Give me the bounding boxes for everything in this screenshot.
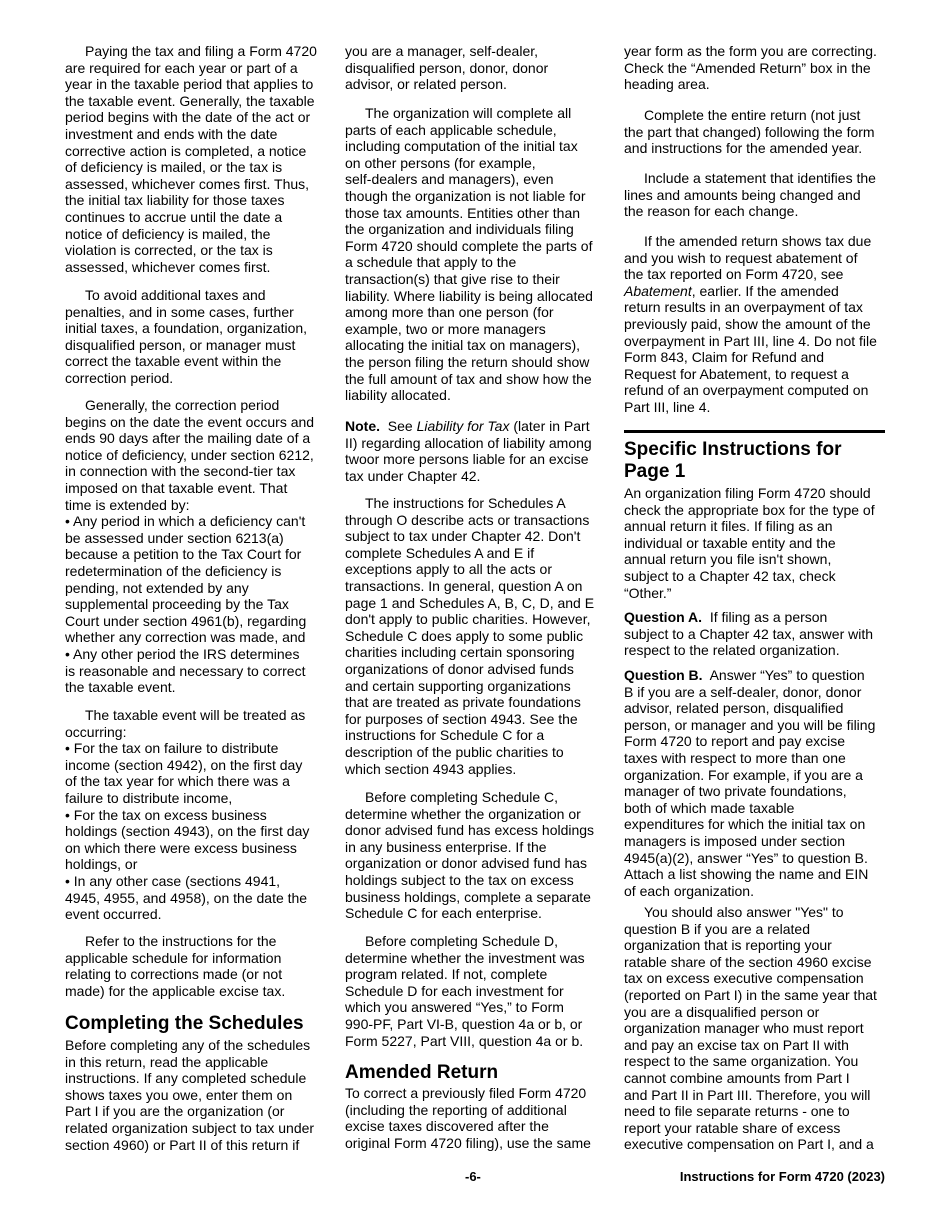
text-line: subject to a Chapter 42 tax, check xyxy=(624,567,836,584)
text-line: managers is imposed under section xyxy=(624,832,846,849)
text-line: disqualified person, or manager must xyxy=(65,336,296,353)
text-line: the tax reported on Form 4720, see xyxy=(624,266,844,283)
text-line: annual return you file isn't shown, xyxy=(624,551,832,568)
paragraph-refer-instructions xyxy=(65,933,327,999)
text-line: the initial tax liability for those taxes xyxy=(65,192,285,209)
text-line: the person filing the return should show xyxy=(345,353,590,370)
text-line: don't apply to public charities. However, xyxy=(345,611,591,628)
heading-completing-schedules: Completing the Schedules xyxy=(65,1013,304,1034)
run-in-heading: Question B. xyxy=(624,667,703,683)
text-line: on which there were excess business xyxy=(65,839,297,856)
text-line: Paying the tax and filing a Form 4720 xyxy=(85,43,317,59)
text-line: and certain supporting organizations xyxy=(345,677,571,694)
text-line: a schedule that apply to the xyxy=(345,254,517,271)
text-line: holdings (section 4943), on the first day xyxy=(65,823,310,840)
text-line: heading area. xyxy=(624,76,710,93)
text-line: respect to the same organization. You xyxy=(624,1053,859,1070)
text-segment: If filing as a person xyxy=(702,609,828,625)
text-line: original Form 4720 filing), use the same xyxy=(345,1134,591,1151)
text-line: check the appropriate box for the type of xyxy=(624,501,875,518)
section-divider xyxy=(624,430,885,433)
text-line: transaction(s) that give rise to their xyxy=(345,270,560,287)
text-line: penalties, and in some cases, further xyxy=(65,303,294,320)
text-line: correct the taxable event within the xyxy=(65,353,282,370)
note-liability xyxy=(345,418,607,484)
text-line: The taxable event will be treated as xyxy=(85,707,306,723)
text-line: expenditures for which the initial tax on xyxy=(624,816,866,833)
text-line: Before completing Schedule D, xyxy=(365,933,558,949)
text-line: Form 5227, Part VIII, question 4a or b. xyxy=(345,1032,584,1049)
text-line: pending, not extended by any xyxy=(65,579,249,596)
text-line: Form 4720 to report and pay excise xyxy=(624,733,846,750)
text-segment: , earlier. If the amended xyxy=(691,282,839,299)
text-line: • For the tax on failure to distribute xyxy=(65,740,279,757)
text-line: of each organization. xyxy=(624,882,754,899)
text-line: Refer to the instructions for the xyxy=(85,933,277,949)
text-line: section 4960) or Part II of this return if xyxy=(65,1136,300,1153)
text-line: in any business enterprise. If the xyxy=(345,838,547,855)
text-line: 990-PF, Part VI-B, question 4a or b, or xyxy=(345,1015,583,1032)
text-line: correction period. xyxy=(65,369,174,386)
text-line: investment and ends with the date xyxy=(65,125,278,142)
paragraph-amended-continued xyxy=(624,43,888,93)
text-line: Court under section 4961(b), regarding xyxy=(65,612,307,629)
text-line: imposed on that taxable event. That xyxy=(65,479,288,496)
text-segment: (later in Part xyxy=(509,418,590,434)
text-line: (including the reporting of additional xyxy=(345,1101,567,1118)
text-line: (reported on Part I) in the same year that xyxy=(624,986,877,1003)
text-segment: Answer “Yes” to question xyxy=(702,667,865,683)
paragraph-avoid-additional-taxes xyxy=(65,287,327,387)
text-line: that are treated as private foundations xyxy=(345,694,581,711)
text-line: those tax amounts. Entities other than xyxy=(345,204,581,221)
text-line: taxes with respect to more than one xyxy=(624,749,846,766)
text-line: business holdings, complete a separate xyxy=(345,888,591,905)
text-line: year in the taxable period that applies to xyxy=(65,76,314,93)
text-line: lines and amounts being changed and xyxy=(624,186,861,203)
text-line: respect to the related organization. xyxy=(624,642,840,659)
text-line: through O describe acts or transactions xyxy=(345,511,590,528)
text-line: • For the tax on excess business xyxy=(65,806,267,823)
text-line: advisor, or related person. xyxy=(345,76,507,93)
text-line: occurring: xyxy=(65,723,127,740)
text-line: organization or donor advised fund has xyxy=(345,855,588,872)
text-line: and you wish to request abatement of xyxy=(624,249,858,266)
text-line: program related. If not, complete xyxy=(345,966,548,983)
italic-reference: Liability for Tax xyxy=(416,418,510,434)
text-line: Part I if you are the organization (or xyxy=(65,1103,285,1120)
text-line: which you answered “Yes,” to Form xyxy=(345,999,564,1016)
text-line: An organization filing Form 4720 should xyxy=(624,485,871,501)
text-line: and pay an excise tax on Part II with xyxy=(624,1036,849,1053)
text-line: 4945, 4955, and 4958), on the date the xyxy=(65,889,308,906)
text-line: in this return, read the applicable xyxy=(65,1053,269,1070)
paragraph-abatement xyxy=(624,233,888,416)
text-line: example, two or more managers xyxy=(345,320,546,337)
text-line: Generally, the correction period xyxy=(85,397,280,413)
text-line: event occurred. xyxy=(65,906,162,923)
text-line: and Part II in Part III. Therefore, you will xyxy=(624,1086,871,1103)
text-line xyxy=(624,283,888,300)
text-line: II) regarding allocation of liability among xyxy=(345,434,592,451)
text-line: Request for Abatement, to request a xyxy=(624,365,849,382)
text-line xyxy=(345,418,607,435)
text-line: B if you are a self-dealer, donor, donor xyxy=(624,683,862,700)
text-line: continues to accrue until the date a xyxy=(65,208,283,225)
text-line: Form 843, Claim for Refund and xyxy=(624,349,824,366)
text-line: To correct a previously filed Form 4720 xyxy=(345,1085,587,1101)
text-line: You should also answer "Yes" to xyxy=(644,904,844,920)
text-line: twoor more persons liable for an excise xyxy=(345,451,589,468)
text-line: transactions. In general, question A on xyxy=(345,577,583,594)
text-line: supplemental proceeding by the Tax xyxy=(65,596,289,613)
text-line: report your ratable share of excess xyxy=(624,1119,841,1136)
text-line: initial taxes, a foundation, organization, xyxy=(65,320,308,337)
text-line: excise taxes discovered after the xyxy=(345,1118,549,1135)
text-line: because a petition to the Tax Court for xyxy=(65,546,302,563)
text-line: be assessed under section 6213(a) xyxy=(65,529,284,546)
text-line: description of the public charities to xyxy=(345,743,564,760)
heading-amended-return: Amended Return xyxy=(345,1062,499,1083)
paragraph-schedules-a-through-o xyxy=(345,495,607,777)
text-line: the part that changed) following the form xyxy=(624,123,875,140)
text-line: is reasonable and necessary to correct xyxy=(65,662,306,679)
text-line: made) for the applicable excise tax. xyxy=(65,982,286,999)
text-line: refund of an overpayment computed on xyxy=(624,382,869,399)
text-line: relating to corrections made (or not xyxy=(65,966,283,983)
text-line: Attach a list showing the name and EIN xyxy=(624,866,869,883)
paragraph-answer-yes-related xyxy=(624,904,888,1153)
text-line: charities including certain sponsoring xyxy=(345,644,575,661)
text-line: notice of deficiency, under section 6212, xyxy=(65,446,314,463)
text-line: you are a disqualified person or xyxy=(624,1003,820,1020)
text-line: corrective action is completed, a notice xyxy=(65,142,307,159)
text-line: related organization subject to tax under xyxy=(65,1119,315,1136)
text-line: disqualified person, donor, donor xyxy=(345,59,549,76)
text-line: organization that is reporting your xyxy=(624,937,832,954)
text-line: instructions for Schedule C for a xyxy=(345,727,545,744)
paragraph-schedule-c xyxy=(345,789,607,922)
text-line: of the tax year for which there was a xyxy=(65,773,290,790)
form-title-footer: Instructions for Form 4720 (2023) xyxy=(679,1169,885,1184)
text-line: question B if you are a related xyxy=(624,920,811,937)
run-in-heading: Question A. xyxy=(624,609,703,625)
text-line: allocating the initial tax on managers), xyxy=(345,337,581,354)
text-line: notice of deficiency is mailed, the xyxy=(65,225,271,242)
text-line: of deficiency is mailed, or the tax is xyxy=(65,159,283,176)
text-line: Complete the entire return (not just xyxy=(644,107,861,123)
text-line: • Any other period the IRS determines xyxy=(65,645,300,662)
text-line: • Any period in which a deficiency can't xyxy=(65,513,306,530)
text-line: the organization and individuals filing xyxy=(345,221,574,238)
text-line: need to file separate returns - one to xyxy=(624,1103,850,1120)
paragraph-question-b xyxy=(624,667,888,899)
text-line: on other persons (for example, xyxy=(345,154,536,171)
paragraph-amended-correct xyxy=(345,1085,607,1151)
text-line: Schedule D for each investment for xyxy=(345,982,564,999)
text-line: advisor, related person, disqualified xyxy=(624,700,844,717)
text-line: the taxable event. xyxy=(65,679,176,696)
text-line: If the amended return shows tax due xyxy=(644,233,872,249)
text-line: begins on the date the event occurs and xyxy=(65,413,315,430)
heading-line: Specific Instructions for xyxy=(624,439,842,460)
text-line: subject to a Chapter 42 tax, answer with xyxy=(624,625,874,642)
text-line: though the organization is not liable for xyxy=(345,187,586,204)
text-line: organizations of donor advised funds xyxy=(345,660,574,677)
text-line: shows taxes you owe, enter them on xyxy=(65,1086,293,1103)
paragraph-schedule-d xyxy=(345,933,607,1049)
text-line: exceptions apply to all the acts or xyxy=(345,561,553,578)
text-line: • In any other case (sections 4941, xyxy=(65,872,281,889)
heading-specific-instructions xyxy=(624,439,888,483)
text-line: are required for each year or part of a xyxy=(65,59,298,76)
text-line: executive compensation on Part I, and a xyxy=(624,1136,874,1153)
text-line: which section 4943 applies. xyxy=(345,760,517,777)
paragraph-organization-filing xyxy=(624,485,888,601)
text-line: Schedule C for each enterprise. xyxy=(345,905,542,922)
text-line: The instructions for Schedules A xyxy=(365,495,566,511)
text-line: tax under Chapter 42. xyxy=(345,467,481,484)
text-line: previously paid, show the amount of the xyxy=(624,315,871,332)
text-line: tax on excess executive compensation xyxy=(624,970,864,987)
text-line: Before completing any of the schedules xyxy=(65,1037,311,1053)
text-line: the taxable event. Generally, the taxable xyxy=(65,92,315,109)
paragraph-complete-entire-return xyxy=(624,107,888,157)
text-line: overpayment in Part III, line 4. Do not file xyxy=(624,332,877,349)
text-line: individual or taxable entity and the xyxy=(624,534,836,551)
text-line: determine whether the investment was xyxy=(345,949,585,966)
text-line: including computation of the initial tax xyxy=(345,138,578,155)
paragraph-taxable-period xyxy=(65,43,327,275)
page-number: -6- xyxy=(465,1169,481,1184)
text-line xyxy=(624,609,888,626)
paragraph-taxable-event-occurring xyxy=(65,707,327,923)
paragraph-include-statement xyxy=(624,170,888,220)
text-line: income (section 4942), on the first day xyxy=(65,756,303,773)
text-line: instructions. If any completed schedule xyxy=(65,1070,307,1087)
text-line: time is extended by: xyxy=(65,496,190,513)
text-line: organization manager who must report xyxy=(624,1020,864,1037)
text-line: assessed, whichever comes first. xyxy=(65,258,271,275)
text-line: redetermination of the deficiency is xyxy=(65,562,282,579)
text-line: manager of two private foundations, xyxy=(624,783,847,800)
text-line: holdings, or xyxy=(65,856,138,873)
text-line: applicable schedule for information xyxy=(65,949,282,966)
paragraph-organization-complete xyxy=(345,105,607,404)
text-line: liability allocated. xyxy=(345,387,451,404)
text-line: holdings subject to the tax on excess xyxy=(345,871,574,888)
text-line: return results in an overpayment of tax xyxy=(624,299,863,316)
text-line: whether any correction was made, and xyxy=(65,629,306,646)
text-line: liability. Where liability is being allocated xyxy=(345,287,593,304)
text-line: To avoid additional taxes and xyxy=(85,287,266,303)
text-line: complete Schedules A and E if xyxy=(345,544,535,561)
text-line: ends 90 days after the mailing date of a xyxy=(65,430,311,447)
text-line: both of which made taxable xyxy=(624,799,795,816)
text-line: Part III, line 4. xyxy=(624,398,711,415)
text-line: Form 4720 should complete the parts of xyxy=(345,237,593,254)
run-in-heading: Note. xyxy=(345,418,380,434)
text-line: and instructions for the amended year. xyxy=(624,140,863,157)
text-line: Check the “Amended Return” box in the xyxy=(624,59,871,76)
text-line: “Other.” xyxy=(624,584,672,601)
text-line: assessed, whichever comes first. Thus, xyxy=(65,175,310,192)
text-line: Schedule C does apply to some public xyxy=(345,627,584,644)
text-line: in connection with the second-tier tax xyxy=(65,463,296,480)
text-line: Before completing Schedule C, xyxy=(365,789,558,805)
text-line xyxy=(624,667,888,684)
paragraph-before-completing-schedules xyxy=(65,1037,327,1153)
text-line: person, or manager and you will be filing xyxy=(624,716,876,733)
italic-reference: Abatement xyxy=(624,282,692,299)
text-line: cannot combine amounts from Part I xyxy=(624,1069,850,1086)
text-line: among more than one person (for xyxy=(345,304,554,321)
paragraph-correction-period xyxy=(65,397,327,696)
text-line: The organization will complete all xyxy=(365,105,572,121)
text-line: the reason for each change. xyxy=(624,203,799,220)
text-line: annual return it files. If filing as an xyxy=(624,518,833,535)
text-line: page 1 and Schedules A, B, C, D, and E xyxy=(345,594,595,611)
text-line: parts of each applicable schedule, xyxy=(345,121,557,138)
text-line: 4945(a)(2), answer “Yes” to question B. xyxy=(624,849,868,866)
paragraph-question-a xyxy=(624,609,888,659)
text-line: the full amount of tax and show how the xyxy=(345,370,592,387)
text-line: period begins with the date of the act or xyxy=(65,109,311,126)
text-line: you are a manager, self-dealer, xyxy=(345,43,539,59)
text-line: determine whether the organization or xyxy=(345,805,581,822)
text-segment: See xyxy=(380,418,417,434)
text-line: violation is corrected, or the tax is xyxy=(65,242,273,259)
paragraph-continued xyxy=(345,43,607,93)
heading-line: Page 1 xyxy=(624,461,686,482)
text-line: donor advised fund has excess holdings xyxy=(345,822,595,839)
text-line: for purposes of section 4943. See the xyxy=(345,710,578,727)
text-line: ratable share of the section 4960 excise xyxy=(624,953,872,970)
text-line: year form as the form you are correcting. xyxy=(624,43,877,59)
text-line: organization. For example, if you are a xyxy=(624,766,863,783)
text-line: subject to tax under Chapter 42. Don't xyxy=(345,528,581,545)
text-line: failure to distribute income, xyxy=(65,789,233,806)
text-line: self-dealers and managers), even xyxy=(345,171,554,188)
text-line: Include a statement that identifies the xyxy=(644,170,876,186)
